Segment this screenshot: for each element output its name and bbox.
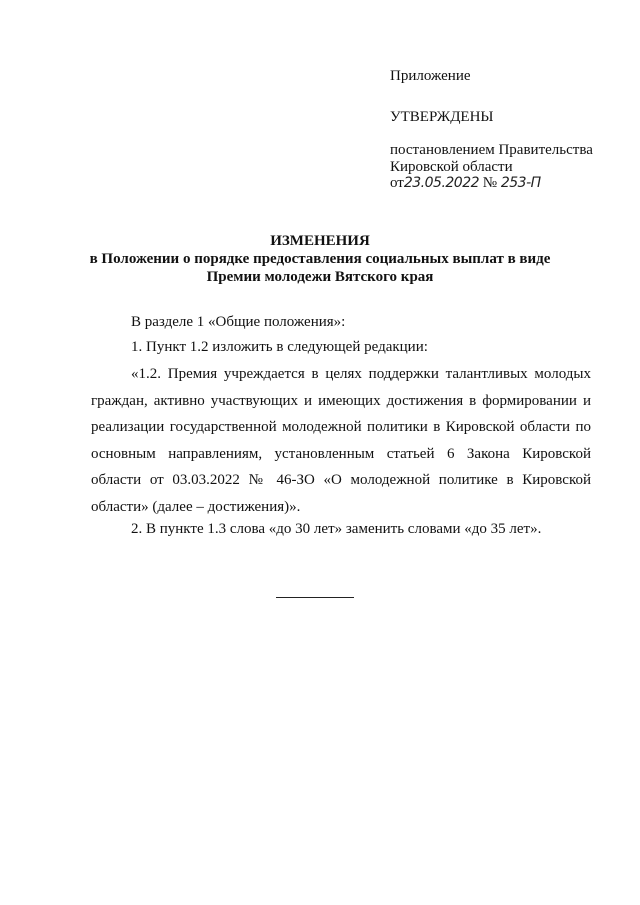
handwritten-number: 253-П <box>500 175 541 191</box>
decree-date-line <box>390 175 541 192</box>
paragraph-item-2: 2. В пункте 1.3 слова «до 30 лет» заменить словами «до 35 лет». <box>131 521 542 537</box>
handwritten-date: 23.05.2022 <box>403 175 480 191</box>
date-prefix: от <box>390 175 404 191</box>
decree-line-1: постановлением Правительства <box>390 142 593 158</box>
heading-line-3: Премии молодежи Вятского края <box>206 269 434 285</box>
heading-line-2: в Положении о порядке предоставления социальных выплат в виде <box>89 251 551 267</box>
paragraph-section-ref: В разделе 1 «Общие положения»: <box>131 314 346 330</box>
paragraph-item-1: 1. Пункт 1.2 изложить в следующей редакции: <box>131 339 428 355</box>
appendix-label: Приложение <box>390 68 471 84</box>
closing-rule <box>276 597 354 598</box>
approved-label: УТВЕРЖДЕНЫ <box>390 109 494 125</box>
number-prefix: № <box>482 175 498 191</box>
paragraph-quote: «1.2. Премия учреждается в целях поддержки талантливых молодых граждан, активно участвующих и имеющих достижения в формировании и реализации государственной молодежной политики в Кировской области по основным направлениям, установленным статьей 6 Закона Кировской области от 03.03.2022 № 46-ЗО «О молодежной политике в Кировской области» (далее – достижения)». <box>91 366 591 515</box>
heading-title: ИЗМЕНЕНИЯ <box>270 233 370 249</box>
decree-line-2: Кировской области <box>390 159 513 175</box>
